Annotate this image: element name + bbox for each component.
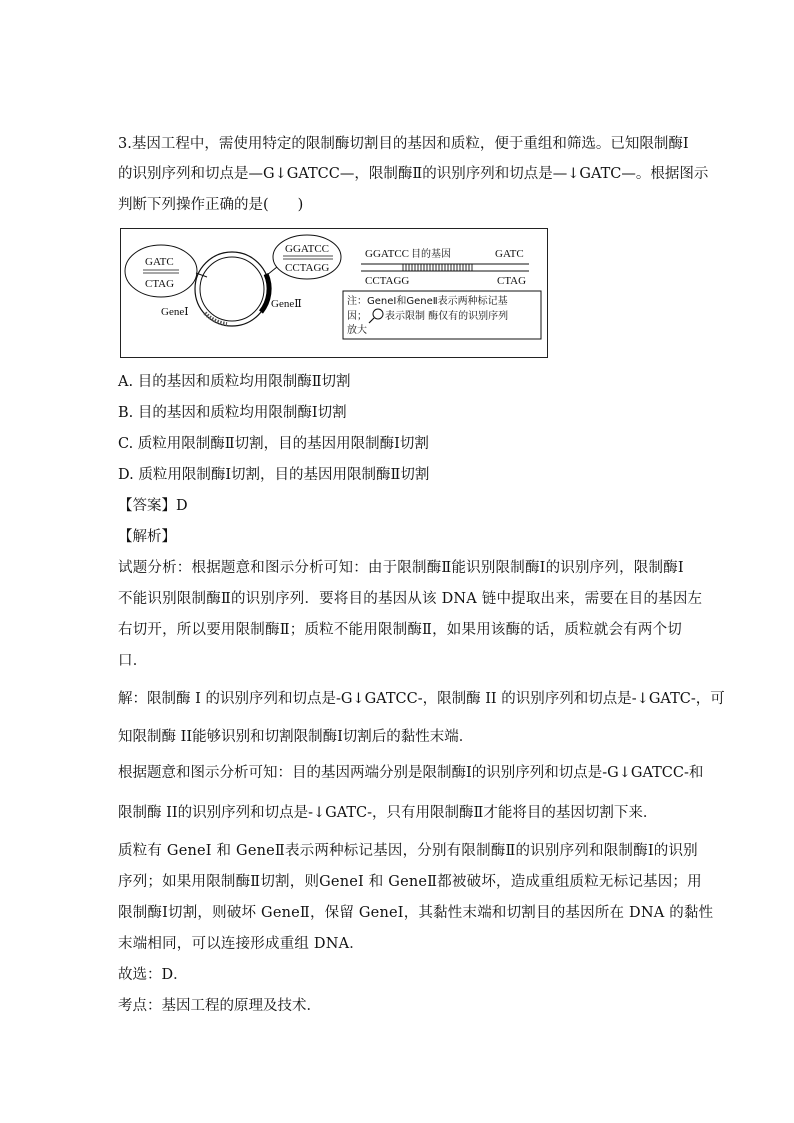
analysis-p4-l3: 限制酶Ⅰ切割，则破坏 GeneⅡ，保留 GeneI，其黏性末端和切割目的基因所在 DNA 的黏性: [118, 905, 714, 921]
plasmid-figure: [120, 228, 548, 358]
analysis-p3-l2: 限制酶 II的识别序列和切点是-↓GATC-，只有用限制酶Ⅱ才能将目的基因切割下来．: [118, 805, 658, 821]
analysis-p2-l2: 知限制酶 II能够识别和切割限制酶Ⅰ切割后的黏性末端．: [118, 729, 474, 745]
analysis-p4-l2: 序列；如果用限制酶Ⅱ切割，则GeneI 和 GeneⅡ都被破坏，造成重组质粒无标记基因；用: [118, 874, 702, 890]
analysis-p2-l1: 解：限制酶 I 的识别序列和切点是-G↓GATCC-，限制酶 II 的识别序列和切点是-↓GATC-，可: [118, 691, 725, 707]
right-seq-bottom: CCTAGG: [285, 262, 330, 274]
analysis-p4-l1: 质粒有 GeneI 和 GeneⅡ表示两种标记基因，分别有限制酶Ⅱ的识别序列和限制酶Ⅰ的识别: [118, 843, 698, 859]
analysis-p4-l4: 末端相同，可以连接形成重组 DNA．: [118, 936, 364, 952]
target-gene-hatch: [403, 264, 472, 271]
analysis-p1-l1: 试题分析：根据题意和图示分析可知：由于限制酶Ⅱ能识别限制酶Ⅰ的识别序列，限制酶Ⅰ: [118, 560, 684, 576]
dna-left-bottom: CCTAGG: [365, 275, 410, 287]
question-line-2: 的识别序列和切点是—G↓GATCC—，限制酶Ⅱ的识别序列和切点是—↓GATC—。根据图示: [118, 166, 709, 182]
left-seq-top: GATC: [145, 256, 174, 268]
dna-right-top: GATC: [495, 248, 524, 260]
gene2-label: GeneⅡ: [271, 298, 302, 310]
dna-right-bottom: CTAG: [497, 275, 527, 287]
question-line-3: 判断下列操作正确的是( ): [118, 197, 304, 213]
gene1-label: GeneⅠ: [161, 306, 189, 318]
option-d: D. 质粒用限制酶Ⅰ切割，目的基因用限制酶Ⅱ切割: [118, 467, 430, 483]
analysis-choice: 故选：D．: [118, 967, 188, 983]
note-line-1: 注：GeneⅠ和GeneⅡ表示两种标记基: [347, 296, 508, 307]
plasmid-outer: [195, 252, 269, 326]
answer: 【答案】D: [118, 498, 188, 514]
option-c: C. 质粒用限制酶Ⅱ切割，目的基因用限制酶Ⅰ切割: [118, 436, 429, 452]
plasmid-inner: [200, 257, 264, 321]
analysis-heading: 【解析】: [118, 529, 176, 545]
analysis-keypoint: 考点：基因工程的原理及技术．: [118, 998, 321, 1014]
note-line-3: 放大: [347, 325, 367, 336]
dna-left-top: GGATCC: [365, 248, 410, 260]
right-callout-pointer: [267, 267, 277, 275]
analysis-p1-l4: 口．: [118, 653, 148, 669]
figure-svg: [121, 229, 549, 359]
option-b: B. 目的基因和质粒均用限制酶Ⅰ切割: [118, 405, 347, 421]
left-seq-bottom: CTAG: [145, 278, 175, 290]
question-line-1: 3.基因工程中，需使用特定的限制酶切割目的基因和质粒，便于重组和筛选。已知限制酶Ⅰ: [118, 136, 689, 152]
analysis-p3-l1: 根据题意和图示分析可知：目的基因两端分别是限制酶Ⅰ的识别序列和切点是-G↓GATCC-和: [118, 765, 704, 781]
note-line-2a: 因；: [347, 311, 367, 322]
dna-title: 目的基因: [411, 249, 451, 260]
option-a: A. 目的基因和质粒均用限制酶Ⅱ切割: [118, 374, 351, 390]
analysis-p1-l2: 不能识别限制酶Ⅱ的识别序列．要将目的基因从该 DNA 链中提取出来，需要在目的基因左: [118, 591, 703, 607]
right-seq-top: GGATCC: [285, 243, 330, 255]
note-line-2b: 表示限制 酶仅有的识别序列: [385, 311, 509, 322]
analysis-p1-l3: 右切开，所以要用限制酶Ⅱ；质粒不能用限制酶Ⅱ，如果用该酶的话，质粒就会有两个切: [118, 622, 683, 638]
